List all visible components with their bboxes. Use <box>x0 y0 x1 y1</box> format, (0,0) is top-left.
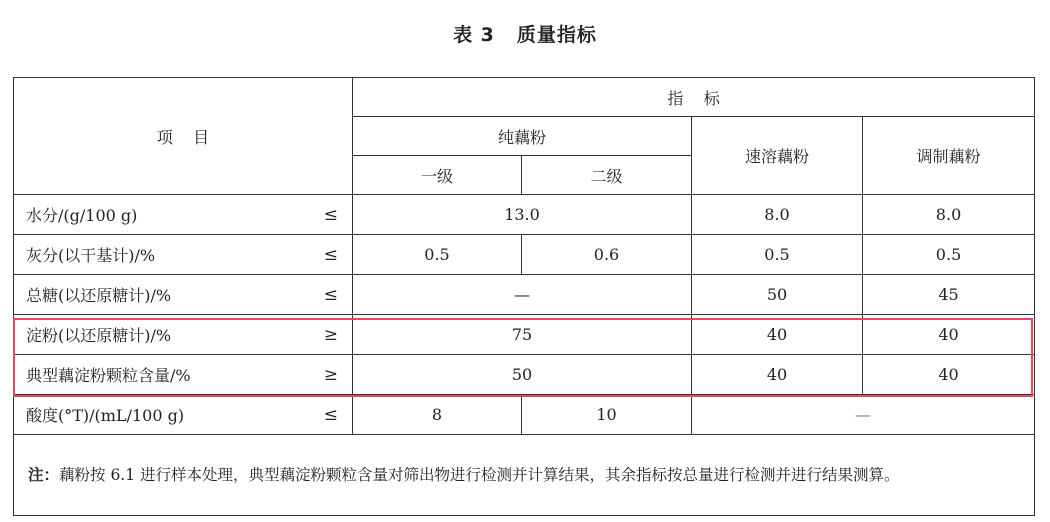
note-label: 注： <box>28 465 60 484</box>
row-name: 水分/(g/100 g) <box>26 206 138 225</box>
header-pure-lotus-powder: 纯藕粉 <box>353 117 692 156</box>
cell-grade-2: 10 <box>522 395 692 435</box>
header-grade-2: 二级 <box>522 156 692 195</box>
cell-prepared: 45 <box>863 275 1035 315</box>
header-grade-1: 一级 <box>353 156 522 195</box>
header-prepared-lotus-powder: 调制藕粉 <box>863 117 1035 195</box>
cell-instant: 50 <box>692 275 863 315</box>
comparison-symbol: ≤ <box>323 404 338 425</box>
cell-prepared: 0.5 <box>863 235 1035 275</box>
table-note <box>14 435 1035 516</box>
cell-instant: 40 <box>692 355 863 395</box>
table-title <box>0 20 1050 47</box>
table-row <box>14 315 1035 355</box>
table-row <box>14 275 1035 315</box>
table-number: 表 3 <box>453 24 495 46</box>
cell-instant: 8.0 <box>692 195 863 235</box>
cell-pure: 13.0 <box>353 195 692 235</box>
cell-pure: 75 <box>353 315 692 355</box>
comparison-symbol: ≤ <box>323 204 338 225</box>
cell-grade-2: 0.6 <box>522 235 692 275</box>
table-row <box>14 355 1035 395</box>
cell-instant: 40 <box>692 315 863 355</box>
cell-grade-1: 8 <box>353 395 522 435</box>
row-name: 灰分(以干基计)/% <box>26 246 156 265</box>
comparison-symbol: ≥ <box>323 364 338 385</box>
row-name: 酸度(°T)/(mL/100 g) <box>26 406 185 425</box>
cell-prepared: 8.0 <box>863 195 1035 235</box>
table-name: 质量指标 <box>516 24 597 46</box>
cell-pure: — <box>353 275 692 315</box>
header-instant-lotus-powder: 速溶藕粉 <box>692 117 863 195</box>
cell-grade-1: 0.5 <box>353 235 522 275</box>
cell-prepared: 40 <box>863 315 1035 355</box>
header-indicator: 指 标 <box>353 78 1035 117</box>
comparison-symbol: ≤ <box>323 284 338 305</box>
note-text: 藕粉按 6.1 进行样本处理，典型藕淀粉颗粒含量对筛出物进行检测并计算结果，其余指标按总量进行检测并进行结果测算。 <box>59 466 900 484</box>
table-row <box>14 395 1035 435</box>
cell-instant: 0.5 <box>692 235 863 275</box>
header-item: 项 目 <box>14 78 353 195</box>
row-name: 典型藕淀粉颗粒含量/% <box>26 366 191 385</box>
row-name: 淀粉(以还原糖计)/% <box>26 326 172 345</box>
table-row <box>14 195 1035 235</box>
comparison-symbol: ≤ <box>323 244 338 265</box>
cell-prepared: 40 <box>863 355 1035 395</box>
quality-index-table <box>13 77 1035 516</box>
cell-other: — <box>692 395 1035 435</box>
table-row <box>14 235 1035 275</box>
row-name: 总糖(以还原糖计)/% <box>26 286 172 305</box>
cell-pure: 50 <box>353 355 692 395</box>
comparison-symbol: ≥ <box>323 324 338 345</box>
